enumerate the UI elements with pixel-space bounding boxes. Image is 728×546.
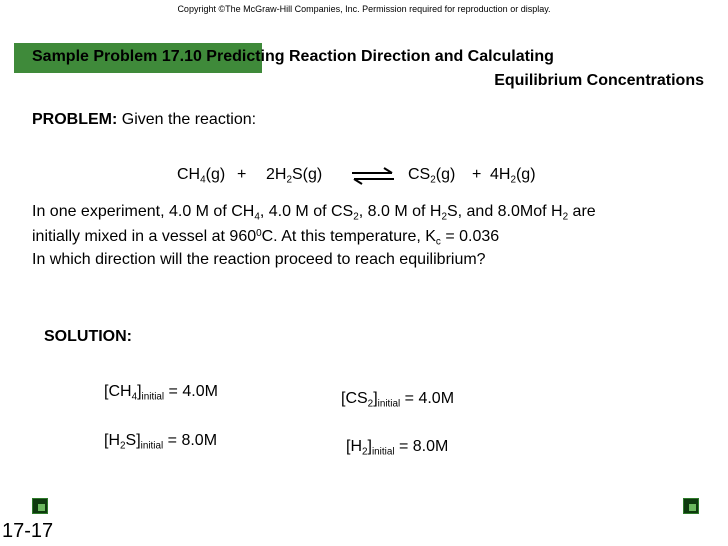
page-number: 17-17 xyxy=(2,520,54,542)
conc-cs2-initial: $[CS_2]_{initial} = 4.0M$ xyxy=(341,390,455,410)
equation-plus-1: + xyxy=(237,166,247,183)
conc-h2s-initial: $[H_2S]_{initial} = 8.0M$ xyxy=(104,432,218,452)
reactant-h2s: $2H_2S(g)$ xyxy=(266,166,323,186)
question-line: In which direction will the reaction proceed to reach equilibrium? xyxy=(32,251,486,268)
product-cs2: $CS_2(g)$ xyxy=(408,166,456,186)
conc-ch4-initial: $[CH_4]_{initial} = 4.0M$ xyxy=(104,383,218,403)
slide-title: Sample Problem 17.10 Predicting Reaction Direction and Calculating xyxy=(32,48,554,65)
problem-label: PROBLEM: xyxy=(32,111,118,128)
equilibrium-arrow-icon xyxy=(350,166,396,186)
product-h2: $4H_2(g)$ xyxy=(490,166,536,186)
problem-statement xyxy=(32,111,256,129)
experiment-line-1: In one experiment, 4.0 M of $CH_4$, 4.0 M of $CS_2$, 8.0 M of $H_2S$, and 8.0Mof $H_2$ are xyxy=(32,203,596,223)
corner-square-icon xyxy=(683,498,699,514)
equation-plus-2: + xyxy=(472,166,482,183)
experiment-line-2: initially mixed in a vessel at $960^0C$. At this temperature, $K_c = 0.036$ xyxy=(32,228,500,248)
reactant-ch4: $CH_4(g)$ xyxy=(177,166,226,186)
copyright-notice: Copyright ©The McGraw-Hill Companies, Inc. Permission required for reproduction or display. xyxy=(177,4,551,14)
conc-h2-initial: $[H_2]_{initial} = 8.0M$ xyxy=(346,438,449,458)
problem-text: Given the reaction: xyxy=(117,111,257,128)
corner-square-icon xyxy=(32,498,48,514)
solution-label: SOLUTION: xyxy=(44,328,132,345)
slide-title-continuation: Equilibrium Concentrations xyxy=(494,72,704,89)
